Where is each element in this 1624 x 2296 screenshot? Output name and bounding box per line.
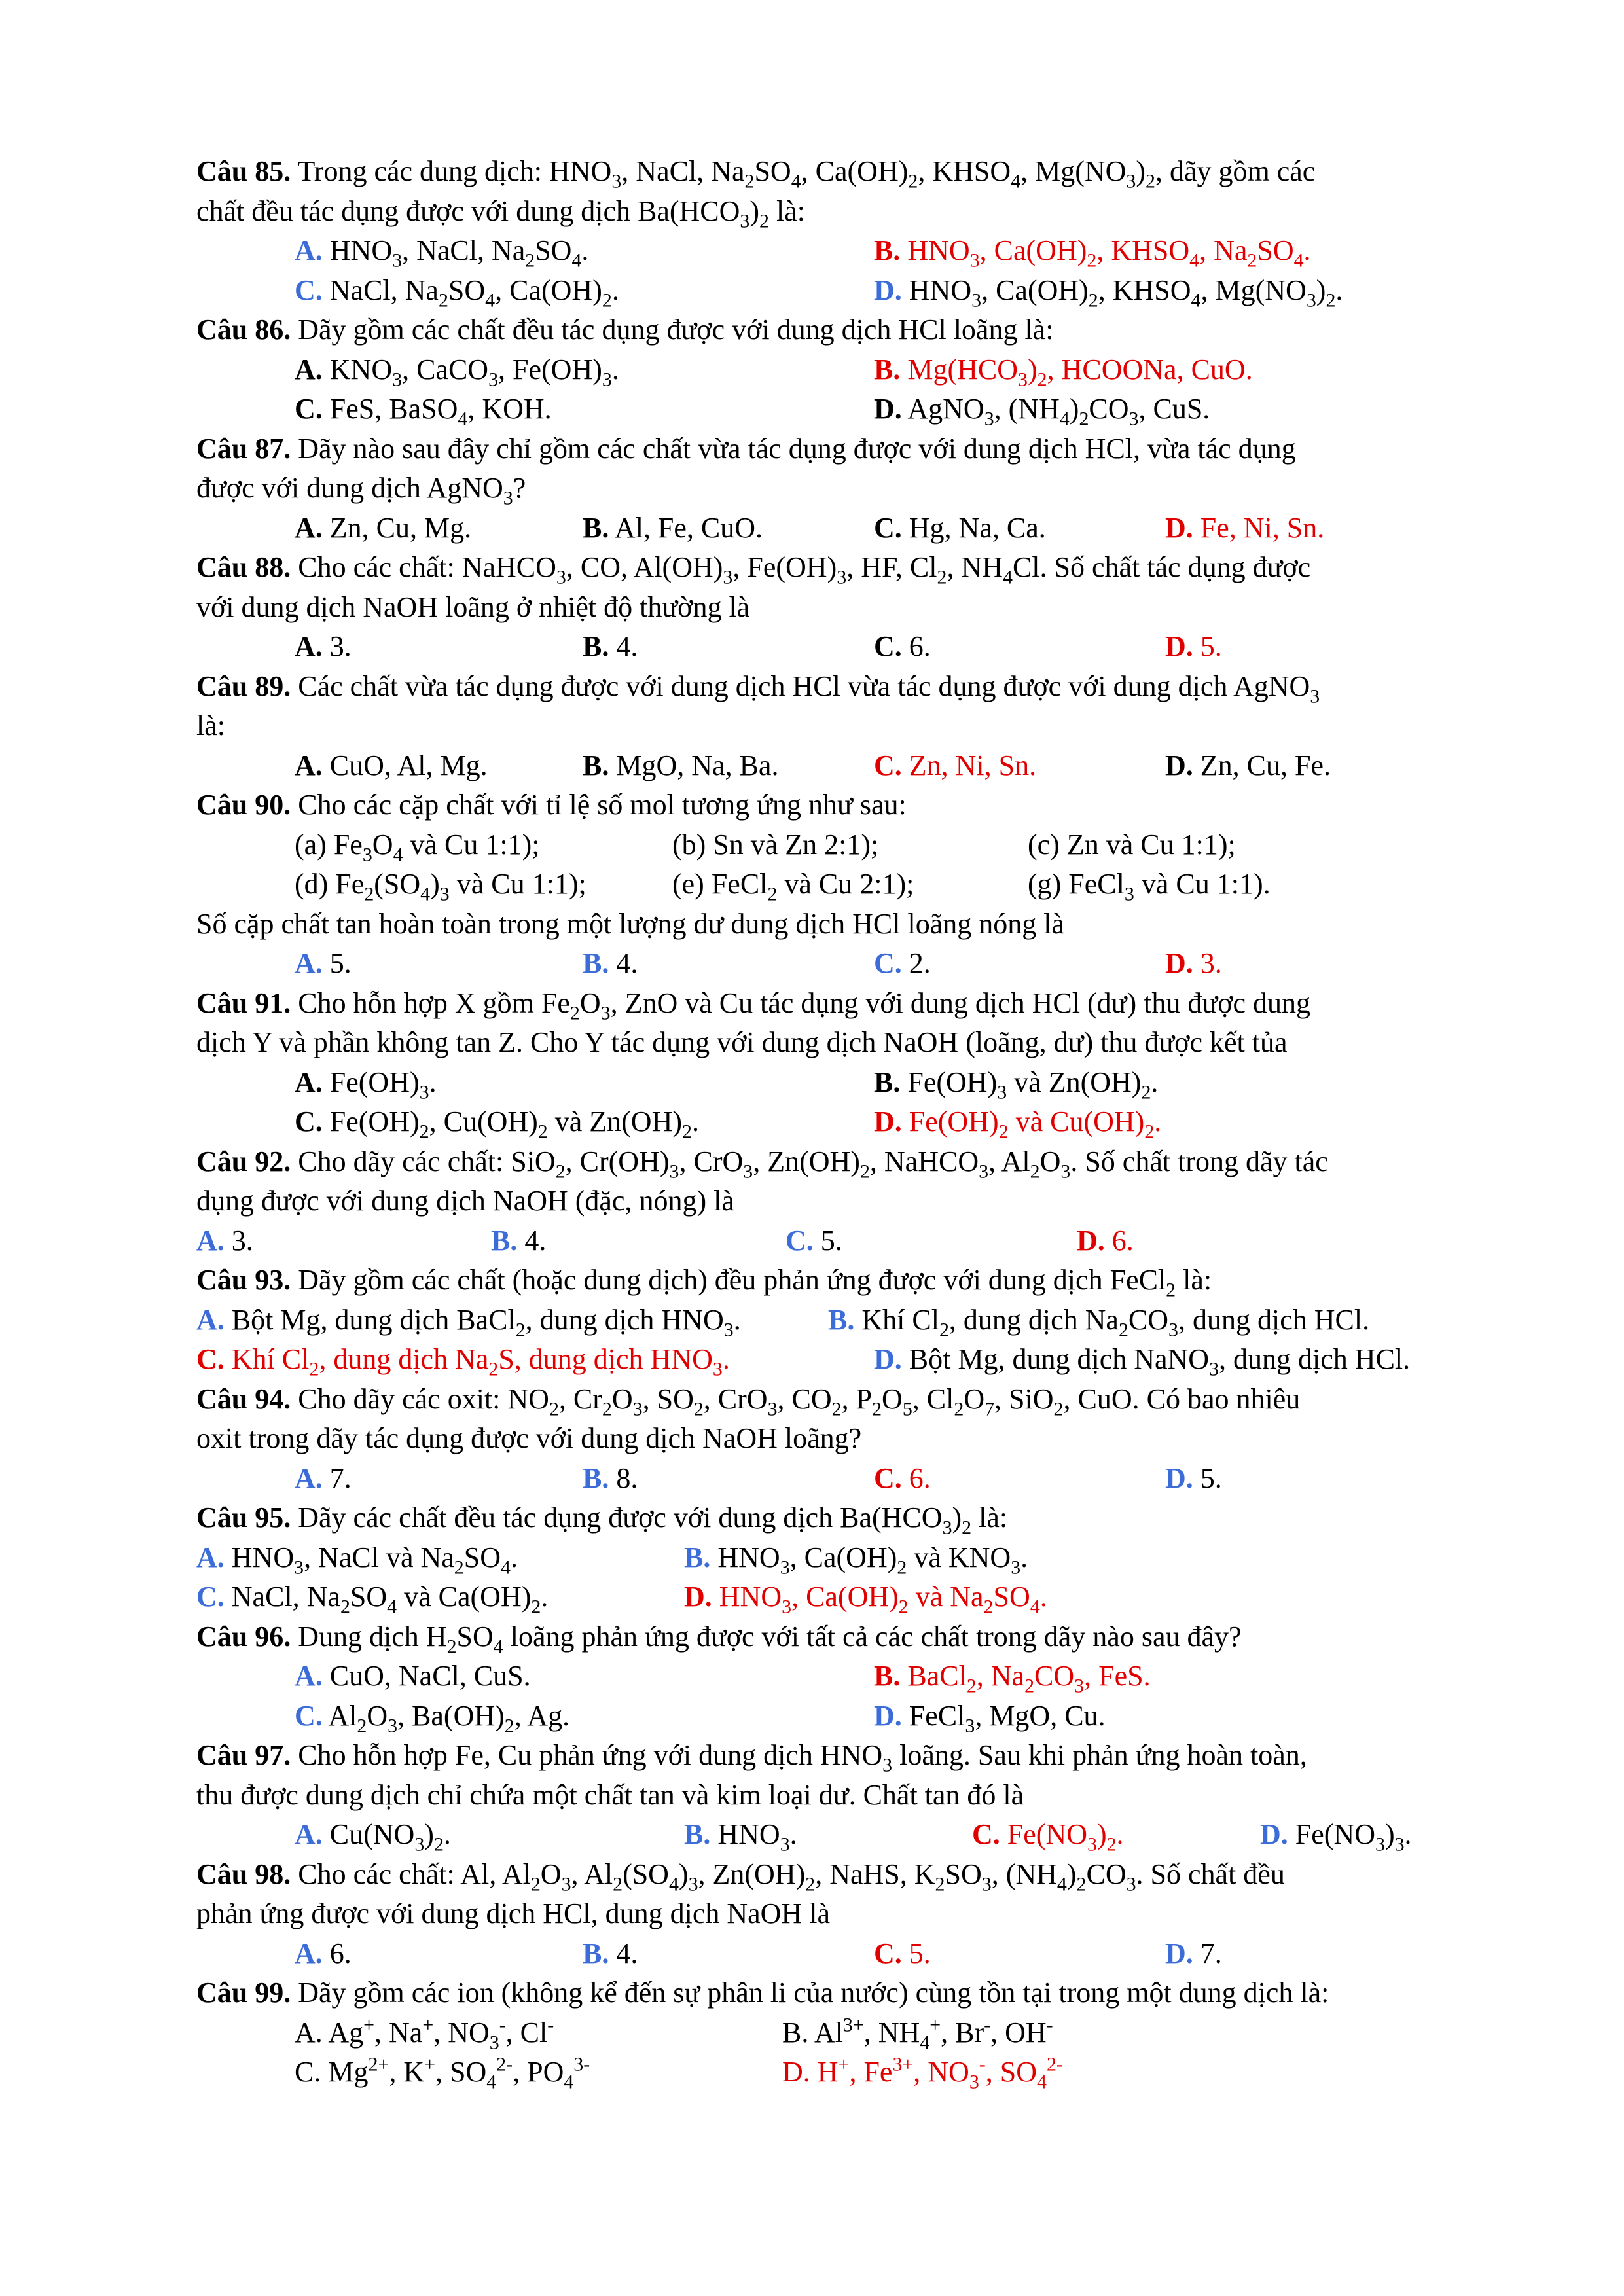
text-line: thu được dung dịch chỉ chứa một chất tan và kim loại dư. Chất tan đó là <box>196 1778 1024 1811</box>
question-90-stem <box>196 785 1492 825</box>
question-87-stem <box>196 429 1492 469</box>
question-90-options-row <box>196 944 1492 983</box>
question-text: Dãy nào sau đây chỉ gồm các chất vừa tác dụng được với dung dịch HCl, vừa tác dụng <box>291 432 1296 465</box>
option-text: BaCl$_2$, $Na_2CO_3$, FeS. <box>900 1660 1151 1697</box>
option-text: CuO, Al, Mg. <box>322 749 488 781</box>
question-95-stem <box>196 1498 1492 1537</box>
option-item-2 <box>782 2013 1053 2053</box>
question-95-options-row <box>196 1538 1492 1577</box>
option-label: B. <box>684 1818 711 1850</box>
option-item-1 <box>295 825 540 865</box>
option-label: B. <box>684 1541 711 1573</box>
option-b <box>583 1934 638 1973</box>
option-text: 6. <box>901 1462 931 1494</box>
option-d <box>1260 1815 1412 1854</box>
option-text: 4. <box>609 1937 638 1969</box>
option-text: (d) $Fe_2(SO_4)_3$ và Cu 1:1); <box>295 868 586 905</box>
option-text: 5. <box>1193 1462 1222 1494</box>
option-c <box>295 1102 699 1141</box>
option-label: D. <box>1165 749 1193 781</box>
option-label: B. <box>583 630 609 662</box>
question-text: Dãy các chất đều tác dụng được với dung dịch $Ba(HCO_3)_2$ là: <box>291 1501 1008 1539</box>
option-c-correct <box>874 1459 931 1498</box>
question-number: Câu 91. <box>196 986 291 1019</box>
option-item-2 <box>672 865 914 904</box>
option-d-correct <box>684 1577 1047 1617</box>
option-text: 3. <box>1193 947 1222 979</box>
option-text: Khí $Cl_2$, dung dịch $Na_2S$, dung dịch $HNO_3$. <box>224 1343 730 1380</box>
option-text: Khí $Cl_2$, dung dịch $Na_2CO_3$, dung dịch HCl. <box>854 1303 1370 1340</box>
option-label: A. <box>295 234 323 266</box>
question-94-options-row <box>196 1459 1492 1498</box>
option-text: Bột Mg, dung dịch BaCl$_2$, dung dịch $HNO_3$. <box>224 1303 741 1340</box>
question-88-text-line <box>196 588 1492 627</box>
question-number: Câu 98. <box>196 1857 291 1890</box>
question-number: Câu 95. <box>196 1501 291 1534</box>
question-91-text-line <box>196 1023 1492 1062</box>
option-text: CuO, NaCl, CuS. <box>322 1660 531 1692</box>
question-number: Câu 92. <box>196 1145 291 1177</box>
option-text: $Fe(NO_3)_3$. <box>1288 1818 1412 1856</box>
question-number: Câu 97. <box>196 1739 291 1771</box>
option-b <box>583 627 638 666</box>
question-87-options-row <box>196 509 1492 548</box>
question-90-options-row <box>196 825 1492 865</box>
option-c <box>295 1696 569 1736</box>
question-86-options-row <box>196 350 1492 389</box>
option-a <box>295 231 588 270</box>
text-line: chất đều tác dụng được với dung dịch $Ba(HCO_3)_2$ là: <box>196 194 805 232</box>
question-89-stem <box>196 667 1492 706</box>
question-text: Cho hỗn hợp Fe, Cu phản ứng với dung dịch $HNO_3$ loãng. Sau khi phản ứng hoàn toàn, <box>291 1739 1307 1776</box>
option-label: A. <box>295 511 323 544</box>
question-94-stem <box>196 1380 1492 1419</box>
option-label: A. <box>295 1818 323 1850</box>
text-line: được với dung dịch AgNO$_3$? <box>196 472 526 509</box>
question-number: Câu 89. <box>196 670 291 702</box>
question-98-stem <box>196 1855 1492 1894</box>
option-label: A. <box>196 1224 225 1257</box>
option-d-correct <box>874 1102 1161 1141</box>
option-a <box>295 350 619 389</box>
option-text: B. $Al^{3+}$, $NH_4^+$, Br-, OH- <box>782 2014 1053 2053</box>
question-93-stem <box>196 1261 1492 1300</box>
question-number: Câu 90. <box>196 789 291 821</box>
option-text: 5. <box>1193 630 1222 662</box>
option-text: $HNO_3$, NaCl, $Na_2SO_4$. <box>322 234 589 272</box>
option-item-2-correct <box>782 2053 1063 2092</box>
question-92-text-line <box>196 1181 1492 1221</box>
question-text: Cho các chất: Al, $Al_2O_3$, $Al_2(SO_4)_3$, $Zn(OH)_2$, NaHS, $K_2SO_3$, $(NH_4)_2CO_3$. Số chất đều <box>291 1857 1285 1895</box>
option-text: 5. <box>322 947 352 979</box>
option-a <box>196 1538 518 1577</box>
option-label: B. <box>874 1660 901 1692</box>
option-label: D. <box>1165 1937 1193 1969</box>
question-96-options-row <box>196 1696 1492 1736</box>
question-99-options-row <box>196 2013 1492 2053</box>
option-text: $Fe(OH)_3$. <box>322 1066 437 1103</box>
option-label: D. <box>1165 947 1193 979</box>
option-text: FeCl$_3$, MgO, Cu. <box>901 1699 1106 1736</box>
option-a <box>295 509 471 548</box>
option-c <box>295 271 619 310</box>
option-c <box>874 627 931 666</box>
option-label: C. <box>874 1937 902 1969</box>
question-number: Câu 99. <box>196 1977 291 2009</box>
option-text: 6. <box>901 630 931 662</box>
option-label: C. <box>295 1699 323 1732</box>
option-a <box>295 1934 352 1973</box>
option-text: (b) Sn và Zn 2:1); <box>672 828 879 861</box>
option-label: A. <box>295 1066 323 1098</box>
option-text: Al, Fe, CuO. <box>609 511 763 544</box>
option-label: C. <box>196 1581 225 1613</box>
option-d <box>874 389 1210 429</box>
option-label: D. <box>1077 1224 1105 1257</box>
option-text: 2. <box>901 947 931 979</box>
question-88-stem <box>196 548 1492 587</box>
option-b-correct <box>874 231 1311 270</box>
option-d-correct <box>1165 509 1324 548</box>
option-a <box>295 1459 352 1498</box>
option-text: D. H+, $Fe^{3+}$, $NO_3^-$, $SO_4^{2-}$ <box>782 2053 1063 2093</box>
option-d-correct <box>1165 627 1222 666</box>
option-text: $Fe(NO_3)_2$. <box>1000 1818 1124 1856</box>
option-text: $KNO_3$, CaCO$_3$, $Fe(OH)_3$. <box>322 353 619 390</box>
question-text: Dãy gồm các chất đều tác dụng được với dung dịch HCl loãng là: <box>291 314 1054 346</box>
question-90-text-line <box>196 905 1492 944</box>
option-b <box>684 1815 797 1854</box>
question-99-stem <box>196 1973 1492 2013</box>
question-text: Các chất vừa tác dụng được với dung dịch HCl vừa tác dụng được với dung dịch AgNO$_3$ <box>291 670 1320 707</box>
question-94-text-line <box>196 1419 1492 1458</box>
option-d <box>874 1696 1106 1736</box>
question-85-options-row <box>196 271 1492 310</box>
question-number: Câu 96. <box>196 1620 291 1653</box>
option-label: D. <box>874 1105 902 1138</box>
question-98-options-row <box>196 1934 1492 1973</box>
option-label: D. <box>1165 630 1193 662</box>
option-text: $HNO_3$, NaCl và $Na_2SO_4$. <box>224 1541 518 1578</box>
question-text: Cho dãy các oxit: $NO_2$, $Cr_2O_3$, $SO_2$, CrO$_3$, $CO_2$, $P_2O_5$, $Cl_2O_7$, SiO$_2$, CuO. Có bao nhiêu <box>291 1382 1301 1420</box>
question-97-options-row <box>196 1815 1492 1854</box>
option-label: A. <box>295 1462 323 1494</box>
option-c <box>874 509 1046 548</box>
option-label: B. <box>583 1937 609 1969</box>
question-text: Dung dịch $H_2SO_4$ loãng phản ứng được với tất cả các chất trong dãy nào sau đây? <box>291 1620 1242 1657</box>
option-label: D. <box>684 1581 712 1613</box>
option-b <box>583 746 778 785</box>
question-91-options-row <box>196 1063 1492 1102</box>
option-label: D. <box>1165 1462 1193 1494</box>
option-label: A. <box>295 353 323 386</box>
option-b <box>583 944 638 983</box>
option-label: C. <box>295 1105 323 1138</box>
option-label: C. <box>295 393 323 425</box>
option-label: C. <box>874 511 902 544</box>
question-89-options-row <box>196 746 1492 785</box>
option-text: 5. <box>813 1224 842 1257</box>
option-d-correct <box>1165 944 1222 983</box>
option-b <box>684 1538 1028 1577</box>
option-text: $Fe(OH)_2$, $Cu(OH)_2$ và $Zn(OH)_2$. <box>322 1105 699 1143</box>
question-91-stem <box>196 984 1492 1023</box>
question-86-stem <box>196 310 1492 350</box>
option-d <box>874 1340 1410 1379</box>
option-label: B. <box>583 947 609 979</box>
question-text: Dãy gồm các ion (không kể đến sự phân li của nước) cùng tồn tại trong một dung dịch là: <box>291 1977 1329 2009</box>
option-c <box>295 389 552 429</box>
option-text: Zn, Ni, Sn. <box>901 749 1037 781</box>
option-label: C. <box>874 947 902 979</box>
option-c-correct <box>874 1934 931 1973</box>
option-label: B. <box>874 353 901 386</box>
option-text: 4. <box>517 1224 547 1257</box>
option-text: 8. <box>609 1462 638 1494</box>
option-d <box>874 271 1343 310</box>
option-label: B. <box>583 1462 609 1494</box>
question-number: Câu 94. <box>196 1382 291 1415</box>
question-text: Cho các cặp chất với tỉ lệ số mol tương ứng như sau: <box>291 789 907 821</box>
option-text: (e) FeCl$_2$ và Cu 2:1); <box>672 868 914 905</box>
option-label: C. <box>972 1818 1000 1850</box>
option-label: B. <box>583 749 609 781</box>
option-text: $Cu(NO_3)_2$. <box>322 1818 451 1856</box>
option-b-correct <box>874 1657 1151 1696</box>
text-line: với dung dịch NaOH loãng ở nhiệt độ thường là <box>196 590 750 623</box>
option-c <box>196 1577 548 1617</box>
option-text: 4. <box>609 630 638 662</box>
question-85-options-row <box>196 231 1492 270</box>
option-text: 7. <box>322 1462 352 1494</box>
option-c-correct <box>196 1340 730 1379</box>
option-label: A. <box>295 749 323 781</box>
question-85-stem <box>196 152 1492 191</box>
question-85-text-line <box>196 192 1492 231</box>
option-d <box>1165 1459 1222 1498</box>
option-label: D. <box>1165 511 1193 544</box>
option-item-1 <box>295 2013 554 2053</box>
option-b <box>583 509 763 548</box>
option-text: NaCl, $Na_2SO_4$, $Ca(OH)_2$. <box>322 274 619 311</box>
option-text: $HNO_3$, $Ca(OH)_2$ và $KNO_3$. <box>710 1541 1028 1578</box>
option-b-correct <box>874 350 1253 389</box>
option-c-correct <box>874 746 1036 785</box>
option-c-correct <box>972 1815 1124 1854</box>
option-a <box>295 1815 451 1854</box>
option-a <box>295 944 352 983</box>
option-item-2 <box>672 825 878 865</box>
option-label: B. <box>583 511 609 544</box>
option-text: $Al_2O_3$, $Ba(OH)_2$, Ag. <box>322 1699 570 1736</box>
option-label: A. <box>295 1937 323 1969</box>
text-line: là: <box>196 709 225 742</box>
option-text: 5. <box>901 1937 931 1969</box>
option-text: 4. <box>609 947 638 979</box>
question-96-options-row <box>196 1657 1492 1696</box>
option-label: D. <box>874 1343 902 1375</box>
text-line: dịch Y và phần không tan Z. Cho Y tác dụng với dung dịch NaOH (loãng, dư) thu được kết tủa <box>196 1026 1288 1058</box>
option-text: Bột Mg, dung dịch NaNO$_3$, dung dịch HCl. <box>901 1343 1411 1380</box>
option-label: C. <box>874 749 902 781</box>
text-line: phản ứng được với dung dịch HCl, dung dịch NaOH là <box>196 1897 830 1929</box>
question-number: Câu 87. <box>196 432 291 465</box>
option-text: A. Ag+, Na+, $NO_3^-$, Cl- <box>295 2014 554 2053</box>
option-text: Fe, Ni, Sn. <box>1193 511 1325 544</box>
question-number: Câu 86. <box>196 314 291 346</box>
option-label: A. <box>295 630 323 662</box>
option-text: (a) $Fe_3O_4$ và Cu 1:1); <box>295 828 540 865</box>
option-text: $HNO_3$, $Ca(OH)_2$ và $Na_2SO_4$. <box>712 1581 1047 1618</box>
option-text: (c) Zn và Cu 1:1); <box>1028 828 1236 861</box>
option-label: B. <box>491 1224 518 1257</box>
option-text: $Mg(HCO_3)_2$, HCOONa, CuO. <box>900 353 1253 390</box>
option-item-1 <box>295 865 586 904</box>
option-text: 3. <box>322 630 352 662</box>
question-number: Câu 93. <box>196 1264 291 1296</box>
option-c <box>874 944 931 983</box>
option-a <box>196 1221 253 1261</box>
option-label: A. <box>196 1541 225 1573</box>
option-label: C. <box>295 274 323 306</box>
option-text: $Fe(OH)_2$ và $Cu(OH)_2$. <box>901 1105 1162 1143</box>
option-b <box>583 1459 638 1498</box>
text-line: dụng được với dung dịch NaOH (đặc, nóng) là <box>196 1185 734 1217</box>
option-item-3 <box>1028 825 1236 865</box>
question-text: Dãy gồm các chất (hoặc dung dịch) đều phản ứng được với dung dịch FeCl$_2$ là: <box>291 1264 1212 1301</box>
option-a <box>295 1657 531 1696</box>
question-text: Trong các dung dịch: $HNO_3$, NaCl, $Na_2SO_4$, $Ca(OH)_2$, $KHSO_4$, $Mg(NO_3)_2$, dãy gồm các <box>291 155 1316 192</box>
option-a <box>295 746 488 785</box>
option-c <box>785 1221 842 1261</box>
question-86-options-row <box>196 389 1492 429</box>
question-91-options-row <box>196 1102 1492 1141</box>
question-96-stem <box>196 1617 1492 1657</box>
option-text: $HNO_3$, $Ca(OH)_2$, $KHSO_4$, $Na_2SO_4$. <box>900 234 1311 272</box>
question-93-options-row <box>196 1340 1492 1379</box>
option-text: $Fe(OH)_3$ và $Zn(OH)_2$. <box>900 1066 1159 1103</box>
question-text: Cho hỗn hợp X gồm $Fe_2O_3$, ZnO và Cu tác dụng với dung dịch HCl (dư) thu được dung <box>291 986 1310 1024</box>
text-line: oxit trong dãy tác dụng được với dung dịch NaOH loãng? <box>196 1422 862 1454</box>
option-label: C. <box>874 630 902 662</box>
question-99-options-row <box>196 2053 1492 2092</box>
option-d-correct <box>1077 1221 1134 1261</box>
question-text: Cho dãy các chất: SiO$_2$, $Cr(OH)_3$, CrO$_3$, $Zn(OH)_2$, NaHCO$_3$, $Al_2O_3$. Số chất trong dãy tác <box>291 1145 1328 1182</box>
option-d <box>1165 1934 1222 1973</box>
option-a <box>196 1300 741 1340</box>
option-label: D. <box>874 1699 902 1732</box>
option-label: B. <box>874 234 901 266</box>
option-text: 6. <box>322 1937 352 1969</box>
question-95-options-row <box>196 1577 1492 1617</box>
option-label: C. <box>874 1462 902 1494</box>
option-b <box>874 1063 1158 1102</box>
question-90-options-row <box>196 865 1492 904</box>
option-text: NaCl, $Na_2SO_4$ và $Ca(OH)_2$. <box>224 1581 549 1618</box>
question-92-options-row <box>196 1221 1492 1261</box>
option-label: C. <box>785 1224 814 1257</box>
option-b <box>828 1300 1369 1340</box>
option-text: C. $Mg^{2+}$, K+, $SO_4^{2-}$, $PO_4^{3-}$ <box>295 2053 590 2093</box>
option-label: B. <box>828 1303 855 1336</box>
option-text: 7. <box>1193 1937 1222 1969</box>
option-text: $HNO_3$. <box>710 1818 797 1856</box>
question-97-stem <box>196 1736 1492 1775</box>
option-text: AgNO$_3$, $(NH_4)_2CO_3$, CuS. <box>901 393 1210 430</box>
option-label: B. <box>874 1066 901 1098</box>
option-label: D. <box>874 393 902 425</box>
question-number: Câu 85. <box>196 155 291 187</box>
option-text: MgO, Na, Ba. <box>609 749 779 781</box>
option-text: 3. <box>224 1224 253 1257</box>
option-item-1 <box>295 2053 590 2092</box>
option-text: (g) FeCl$_3$ và Cu 1:1). <box>1028 868 1271 905</box>
question-98-text-line <box>196 1894 1492 1933</box>
question-87-text-line <box>196 469 1492 508</box>
option-a <box>295 627 352 666</box>
option-label: A. <box>295 947 323 979</box>
option-text: FeS, BaSO$_4$, KOH. <box>322 393 552 430</box>
option-label: A. <box>295 1660 323 1692</box>
question-text: Cho các chất: NaHCO$_3$, CO, $Al(OH)_3$, $Fe(OH)_3$, HF, $Cl_2$, $NH_4Cl$. Số chất tác dụng được <box>291 551 1311 588</box>
question-88-options-row <box>196 627 1492 666</box>
option-text: Hg, Na, Ca. <box>901 511 1046 544</box>
question-97-text-line <box>196 1776 1492 1815</box>
option-text: Zn, Cu, Mg. <box>322 511 472 544</box>
option-item-3 <box>1028 865 1271 904</box>
option-text: 6. <box>1104 1224 1134 1257</box>
option-text: Zn, Cu, Fe. <box>1193 749 1331 781</box>
question-89-text-line <box>196 706 1492 745</box>
option-label: A. <box>196 1303 225 1336</box>
option-b <box>491 1221 546 1261</box>
option-text: $HNO_3$, $Ca(OH)_2$, $KHSO_4$, $Mg(NO_3)_2$. <box>901 274 1343 311</box>
text-line: Số cặp chất tan hoàn toàn trong một lượng dư dung dịch HCl loãng nóng là <box>196 907 1064 940</box>
option-a <box>295 1063 437 1102</box>
option-label: D. <box>1260 1818 1288 1850</box>
question-93-options-row <box>196 1300 1492 1340</box>
question-number: Câu 88. <box>196 551 291 583</box>
question-92-stem <box>196 1142 1492 1181</box>
option-label: C. <box>196 1343 225 1375</box>
option-label: D. <box>874 274 902 306</box>
option-d <box>1165 746 1331 785</box>
